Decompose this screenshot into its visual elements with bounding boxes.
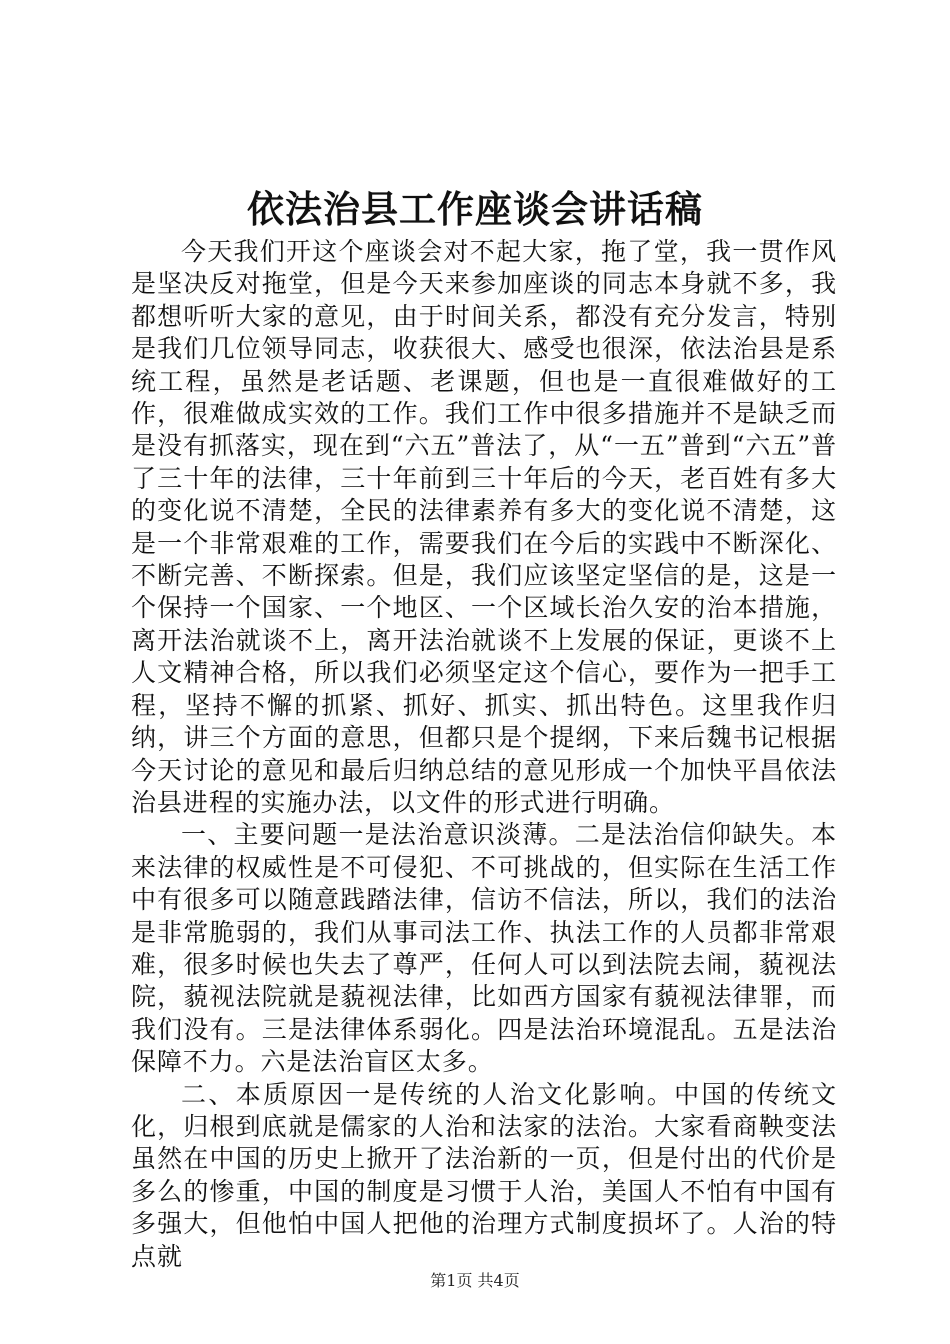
page-number-footer: 第1页 共4页 [430,1271,520,1290]
document-body [131,236,837,1273]
paragraph-root-causes: 二、本质原因一是传统的人治文化影响。中国的传统文化，归根到底就是儒家的人治和法家的法治。大家看商鞅变法虽然在中国的历史上掀开了法治新的一页，但是付出的代价是多么的惨重，中国的制度是习惯于人治，美国人不怕有中国有多强大，但他怕中国人把他的治理方式制度损坏了。人治的特点就 [131,1079,837,1271]
document-title: 依法治县工作座谈会讲话稿 [247,187,703,231]
paragraph-intro: 今天我们开这个座谈会对不起大家，拖了堂，我一贯作风是坚决反对拖堂，但是今天来参加座谈的同志本身就不多，我都想听听大家的意见，由于时间关系，都没有充分发言，特别是我们几位领导同志，收获很大、感受也很深，依法治县是系统工程，虽然是老话题、老课题，但也是一直很难做好的工作，很难做成实效的工作。我们工作中很多措施并不是缺乏而是没有抓落实，现在到“六五”普法了，从“一五”普到“六五”普了三十年的法律，三十年前到三十年后的今天，老百姓有多大的变化说不清楚，全民的法律素养有多大的变化说不清楚，这是一个非常艰难的工作，需要我们在今后的实践中不断深化、不断完善、不断探索。但是，我们应该坚定坚信的是，这是一个保持一个国家、一个地区、一个区域长治久安的治本措施，离开法治就谈不上，离开法治就谈不上发展的保证，更谈不上人文精神合格，所以我们必须坚定这个信心，要作为一把手工程，坚持不懈的抓紧、抓好、抓实、抓出特色。这里我作归纳，讲三个方面的意思，但都只是个提纲，下来后魏书记根据今天讨论的意见和最后归纳总结的意见形成一个加快平昌依法治县进程的实施办法，以文件的形式进行明确。 [131,237,837,817]
paragraph-main-problems: 一、主要问题一是法治意识淡薄。二是法治信仰缺失。本来法律的权威性是不可侵犯、不可挑战的，但实际在生活工作中有很多可以随意践踏法律，信访不信法，所以，我们的法治是非常脆弱的，我们从事司法工作、执法工作的人员都非常艰难，很多时候也失去了尊严，任何人可以到法院去闹，藐视法院，藐视法院就是藐视法律，比如西方国家有藐视法律罪，而我们没有。三是法律体系弱化。四是法治环境混乱。五是法治保障不力。六是法治盲区太多。 [131,820,837,1077]
